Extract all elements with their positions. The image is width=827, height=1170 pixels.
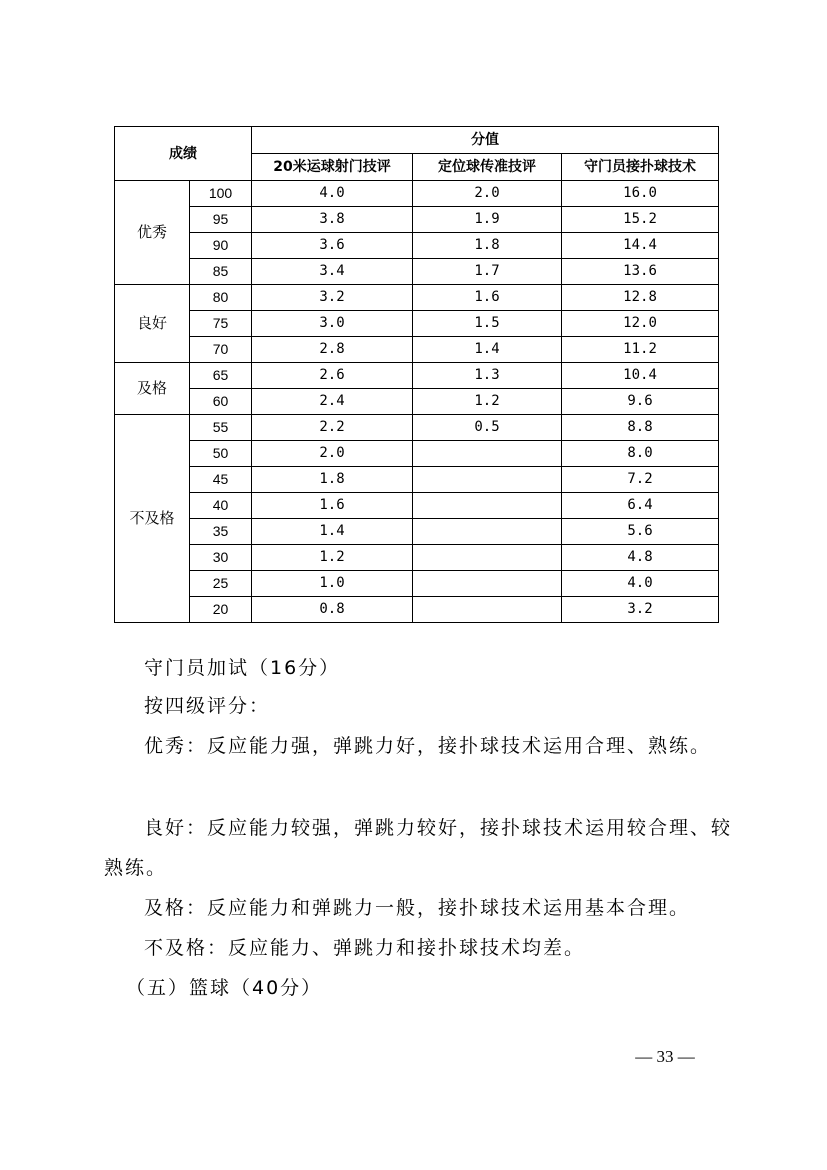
score-cell: 100	[190, 181, 252, 207]
goalkeeper-value: 4.0	[562, 571, 719, 597]
set-piece-pass-value: 1.6	[413, 285, 562, 311]
score-cell: 55	[190, 415, 252, 441]
table-row	[115, 181, 719, 207]
score-cell: 40	[190, 493, 252, 519]
goalkeeper-value: 6.4	[562, 493, 719, 519]
table-row	[115, 441, 719, 467]
pass-text: 及格：反应能力和弹跳力一般，接扑球技术运用基本合理。	[144, 897, 691, 919]
goalkeeper-title: 守门员加试（16分）	[144, 657, 341, 679]
header-col-3: 守门员接扑球技术	[562, 154, 719, 181]
goalkeeper-value: 9.6	[562, 389, 719, 415]
dribble-shot-value: 4.0	[252, 181, 413, 207]
table-row	[115, 545, 719, 571]
four-level-text: 按四级评分：	[144, 695, 271, 717]
dribble-shot-value: 3.6	[252, 233, 413, 259]
score-cell: 50	[190, 441, 252, 467]
dribble-shot-value: 3.4	[252, 259, 413, 285]
dribble-shot-value: 3.8	[252, 207, 413, 233]
table-row	[115, 259, 719, 285]
goalkeeper-value: 4.8	[562, 545, 719, 571]
score-cell: 25	[190, 571, 252, 597]
table-row	[115, 337, 719, 363]
goalkeeper-value: 10.4	[562, 363, 719, 389]
goalkeeper-value: 13.6	[562, 259, 719, 285]
score-cell: 75	[190, 311, 252, 337]
score-cell: 70	[190, 337, 252, 363]
score-cell: 95	[190, 207, 252, 233]
goalkeeper-value: 7.2	[562, 467, 719, 493]
score-cell: 35	[190, 519, 252, 545]
dribble-shot-value: 0.8	[252, 597, 413, 623]
table-row	[115, 493, 719, 519]
table-row	[115, 311, 719, 337]
header-score-group: 分值	[252, 127, 719, 154]
table-row	[115, 571, 719, 597]
grade-cell: 良好	[115, 285, 190, 363]
goalkeeper-value: 12.8	[562, 285, 719, 311]
goalkeeper-value: 8.0	[562, 441, 719, 467]
dribble-shot-value: 3.0	[252, 311, 413, 337]
dribble-shot-value: 2.4	[252, 389, 413, 415]
dribble-shot-value: 2.2	[252, 415, 413, 441]
header-col-2: 定位球传准技评	[413, 154, 562, 181]
score-cell: 90	[190, 233, 252, 259]
score-cell: 85	[190, 259, 252, 285]
dribble-shot-value: 1.2	[252, 545, 413, 571]
header-grade: 成绩	[115, 127, 252, 181]
set-piece-pass-value: 1.3	[413, 363, 562, 389]
dribble-shot-value: 1.4	[252, 519, 413, 545]
set-piece-pass-value	[413, 571, 562, 597]
table-row	[115, 467, 719, 493]
score-cell: 65	[190, 363, 252, 389]
dribble-shot-value: 3.2	[252, 285, 413, 311]
set-piece-pass-value	[413, 519, 562, 545]
table-row	[115, 597, 719, 623]
basketball-heading: （五）篮球（40分）	[126, 977, 323, 999]
score-cell: 45	[190, 467, 252, 493]
table-row	[115, 415, 719, 441]
set-piece-pass-value	[413, 545, 562, 571]
set-piece-pass-value: 1.9	[413, 207, 562, 233]
set-piece-pass-value	[413, 493, 562, 519]
set-piece-pass-value	[413, 441, 562, 467]
header-col-1: 20米运球射门技评	[252, 154, 413, 181]
set-piece-pass-value: 1.7	[413, 259, 562, 285]
table-row	[115, 363, 719, 389]
score-cell: 60	[190, 389, 252, 415]
goalkeeper-value: 5.6	[562, 519, 719, 545]
set-piece-pass-value: 2.0	[413, 181, 562, 207]
page-number: — 33 —	[635, 1047, 695, 1066]
table-row	[115, 389, 719, 415]
goalkeeper-value: 8.8	[562, 415, 719, 441]
table-row	[115, 285, 719, 311]
dribble-shot-value: 2.6	[252, 363, 413, 389]
score-cell: 80	[190, 285, 252, 311]
grade-cell: 不及格	[115, 415, 190, 623]
dribble-shot-value: 2.8	[252, 337, 413, 363]
score-table	[114, 126, 719, 623]
set-piece-pass-value: 0.5	[413, 415, 562, 441]
table-row	[115, 519, 719, 545]
dribble-shot-value: 1.6	[252, 493, 413, 519]
grade-cell: 优秀	[115, 181, 190, 285]
excellent-text: 优秀：反应能力强，弹跳力好，接扑球技术运用合理、熟练。	[144, 735, 712, 757]
set-piece-pass-value: 1.8	[413, 233, 562, 259]
dribble-shot-value: 2.0	[252, 441, 413, 467]
goalkeeper-value: 12.0	[562, 311, 719, 337]
set-piece-pass-value: 1.2	[413, 389, 562, 415]
good-text: 良好：反应能力较强，弹跳力较好，接扑球技术运用较合理、较熟练。	[104, 817, 733, 879]
fail-text: 不及格：反应能力、弹跳力和接扑球技术均差。	[144, 937, 586, 959]
dribble-shot-value: 1.0	[252, 571, 413, 597]
set-piece-pass-value	[413, 597, 562, 623]
goalkeeper-value: 16.0	[562, 181, 719, 207]
set-piece-pass-value: 1.4	[413, 337, 562, 363]
score-cell: 20	[190, 597, 252, 623]
goalkeeper-value: 15.2	[562, 207, 719, 233]
table-row	[115, 207, 719, 233]
goalkeeper-value: 11.2	[562, 337, 719, 363]
set-piece-pass-value	[413, 467, 562, 493]
goalkeeper-value: 3.2	[562, 597, 719, 623]
score-cell: 30	[190, 545, 252, 571]
grade-cell: 及格	[115, 363, 190, 415]
goalkeeper-value: 14.4	[562, 233, 719, 259]
set-piece-pass-value: 1.5	[413, 311, 562, 337]
dribble-shot-value: 1.8	[252, 467, 413, 493]
table-row	[115, 233, 719, 259]
